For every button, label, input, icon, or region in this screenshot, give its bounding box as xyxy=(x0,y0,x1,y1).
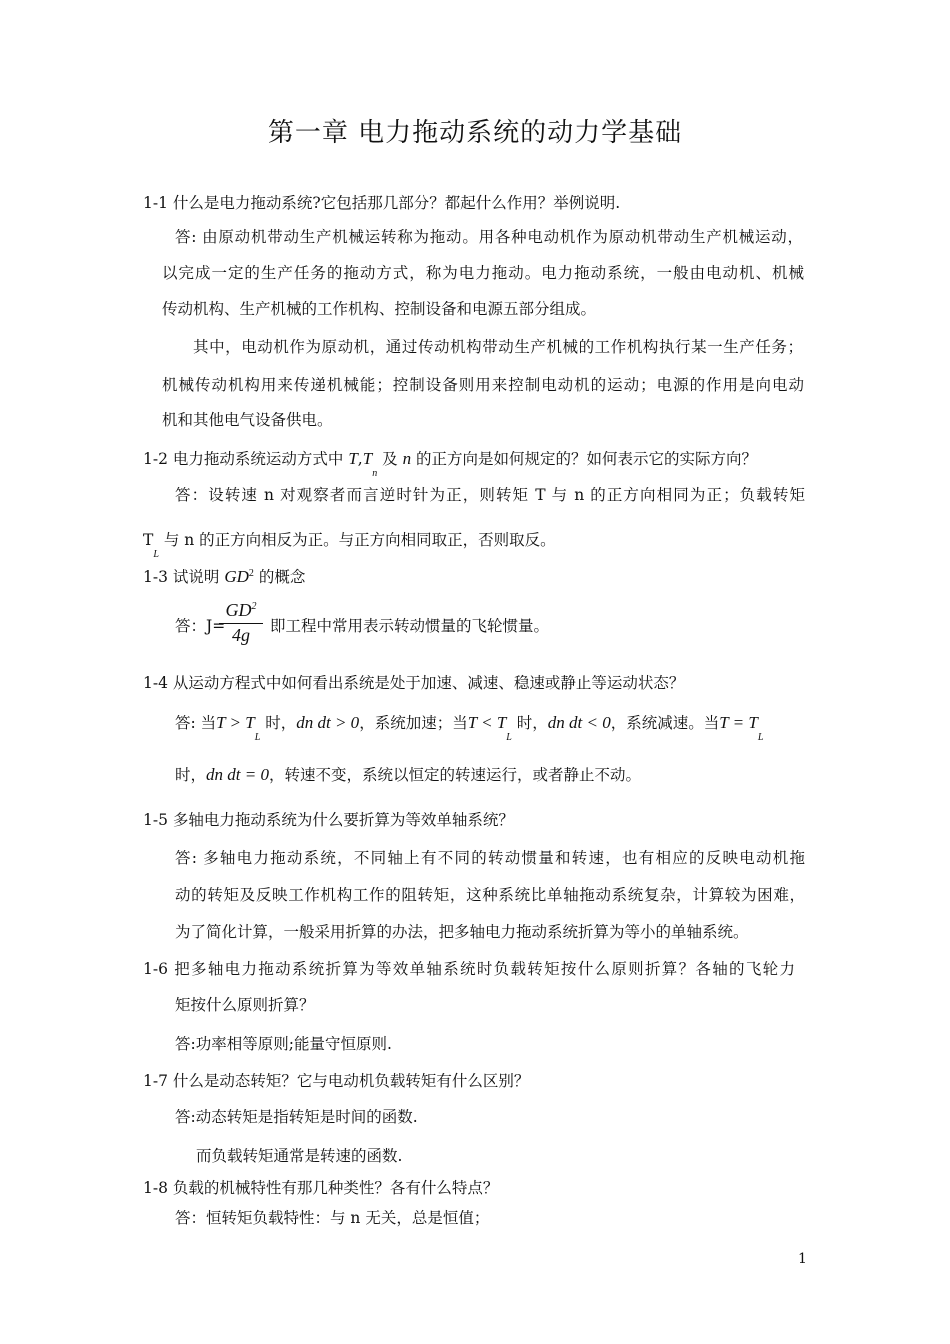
a4-steady: ，转速不变，系统以恒定的转速运行，或者静止不动。 xyxy=(268,766,641,784)
a4-decelerate: ，系统减速。当 xyxy=(610,714,720,732)
answer-1-1-line-1: 答: 由原动机带动生产机械运转称为拖动。用各种电动机作为原动机带动生产机械运动， xyxy=(175,228,803,246)
a4-condition-less: T < T xyxy=(467,713,507,732)
answer-1-5-line-1: 答: 多轴电力拖动系统，不同轴上有不同的转动惯量和转速，也有相应的反映电动机拖 xyxy=(175,849,805,867)
fraction-bar xyxy=(219,623,263,624)
a4-derivative-zero: dn dt = 0 xyxy=(206,765,269,784)
a4-subscript-L-1: L xyxy=(254,732,261,743)
question-1-3 xyxy=(143,567,305,590)
answer-1-3-prefix: 答：J= xyxy=(175,617,226,635)
a4-when-3: 时， xyxy=(175,766,207,784)
a4-when-2: 时， xyxy=(511,714,548,732)
q2-comma: , xyxy=(357,450,363,468)
chapter-title: 第一章 电力拖动系统的动力学基础 xyxy=(267,118,683,148)
q2-symbol-n: n xyxy=(402,449,412,468)
q3-superscript-2: 2 xyxy=(248,568,254,579)
answer-1-7-line-2: 而负载转矩通常是转速的函数. xyxy=(196,1147,403,1165)
answer-1-4-line-1 xyxy=(175,713,764,743)
fraction-denominator: 4g xyxy=(232,625,250,645)
answer-1-1-line-2: 以完成一定的生产任务的拖动方式，称为电力拖动。电力拖动系统，一般由电动机、机械 xyxy=(162,264,804,282)
question-1-4: 1-4 从运动方程式中如何看出系统是处于加速、减速、稳速或静止等运动状态？ xyxy=(143,674,685,692)
answer-1-6: 答:功率相等原则;能量守恒原则. xyxy=(175,1035,392,1053)
answer-1-1-line-5: 机械传动机构用来传递机械能；控制设备则用来控制电动机的运动；电源的作用是向电动 xyxy=(162,376,804,394)
q3-text-pre: 1-3 试说明 xyxy=(143,568,225,586)
a4-prefix: 答: 当 xyxy=(175,714,217,732)
a4-subscript-L-3: L xyxy=(757,732,764,743)
question-1-1: 1-1 什么是电力拖动系统?它包括那几部分？都起什么作用？举例说明. xyxy=(143,194,621,212)
q2-text-and: 及 xyxy=(377,450,403,468)
q2-text-post: 的正方向是如何规定的？如何表示它的实际方向？ xyxy=(411,450,757,468)
a4-derivative-positive: dn dt > 0 xyxy=(296,713,360,732)
answer-1-3-text: 即工程中常用表示转动惯量的飞轮惯量。 xyxy=(270,617,550,635)
q2-subscript-n: n xyxy=(372,468,378,479)
answer-1-8: 答：恒转矩负载特性：与 n 无关，总是恒值； xyxy=(175,1209,490,1227)
a4-subscript-L-2: L xyxy=(506,732,512,743)
question-1-6-line-2: 矩按什么原则折算？ xyxy=(175,996,315,1014)
a2-text: 与 n 的正方向相反为正。与正方向相同取正，否则取反。 xyxy=(158,531,556,549)
answer-1-1-line-6: 机和其他电气设备供电。 xyxy=(162,411,333,429)
answer-1-1-line-4: 其中，电动机作为原动机，通过传动机构带动生产机械的工作机构执行某一生产任务； xyxy=(193,338,803,356)
answer-1-7-line-1: 答:动态转矩是指转矩是时间的函数. xyxy=(175,1108,418,1126)
a4-derivative-negative: dn dt < 0 xyxy=(547,713,611,732)
question-1-6-line-1: 1-6 把多轴电力拖动系统折算为等效单轴系统时负载转矩按什么原则折算？各轴的飞轮力 xyxy=(143,960,795,978)
fraction-numerator: $GD^2$ xyxy=(225,600,257,620)
answer-1-1-line-3: 传动机构、生产机械的工作机构、控制设备和电源五部分组成。 xyxy=(162,300,597,318)
question-1-7: 1-7 什么是动态转矩？它与电动机负载转矩有什么区别？ xyxy=(143,1072,530,1090)
question-1-2 xyxy=(143,449,757,479)
answer-1-5-line-3: 为了简化计算，一般采用折算的办法，把多轴电力拖动系统折算为等小的单轴系统。 xyxy=(175,923,749,941)
q3-symbol-GD: GD xyxy=(224,567,249,586)
answer-1-5-line-2: 动的转矩及反映工作机构工作的阻转矩，这种系统比单轴拖动系统复杂，计算较为困难， xyxy=(175,886,805,904)
question-1-5: 1-5 多轴电力拖动系统为什么要折算为等效单轴系统？ xyxy=(143,811,514,829)
answer-1-2-line-2 xyxy=(143,530,556,560)
a4-accelerate: ，系统加速；当 xyxy=(359,714,468,732)
page-number: 1 xyxy=(798,1251,807,1267)
answer-1-4-line-2 xyxy=(175,765,641,785)
a2-symbol-T: T xyxy=(143,531,154,549)
q2-symbol-Tn: T xyxy=(362,449,373,468)
question-1-8: 1-8 负载的机械特性有那几种类性？各有什么特点？ xyxy=(143,1179,499,1197)
answer-1-2-line-1: 答：设转速 n 对观察者而言逆时针为正，则转矩 T 与 n 的正方向相同为正；负载转矩 xyxy=(175,486,805,504)
fraction-GD2-over-4g xyxy=(215,600,267,646)
q2-symbol-T: T xyxy=(348,449,358,468)
a2-subscript-L: L xyxy=(153,549,159,560)
q3-text-post: 的概念 xyxy=(253,568,306,586)
a4-when-1: 时， xyxy=(260,714,297,732)
q2-text-pre: 1-2 电力拖动系统运动方式中 xyxy=(143,450,349,468)
a4-condition-equal: T = T xyxy=(719,713,758,732)
a4-condition-greater: T > T xyxy=(216,713,255,732)
